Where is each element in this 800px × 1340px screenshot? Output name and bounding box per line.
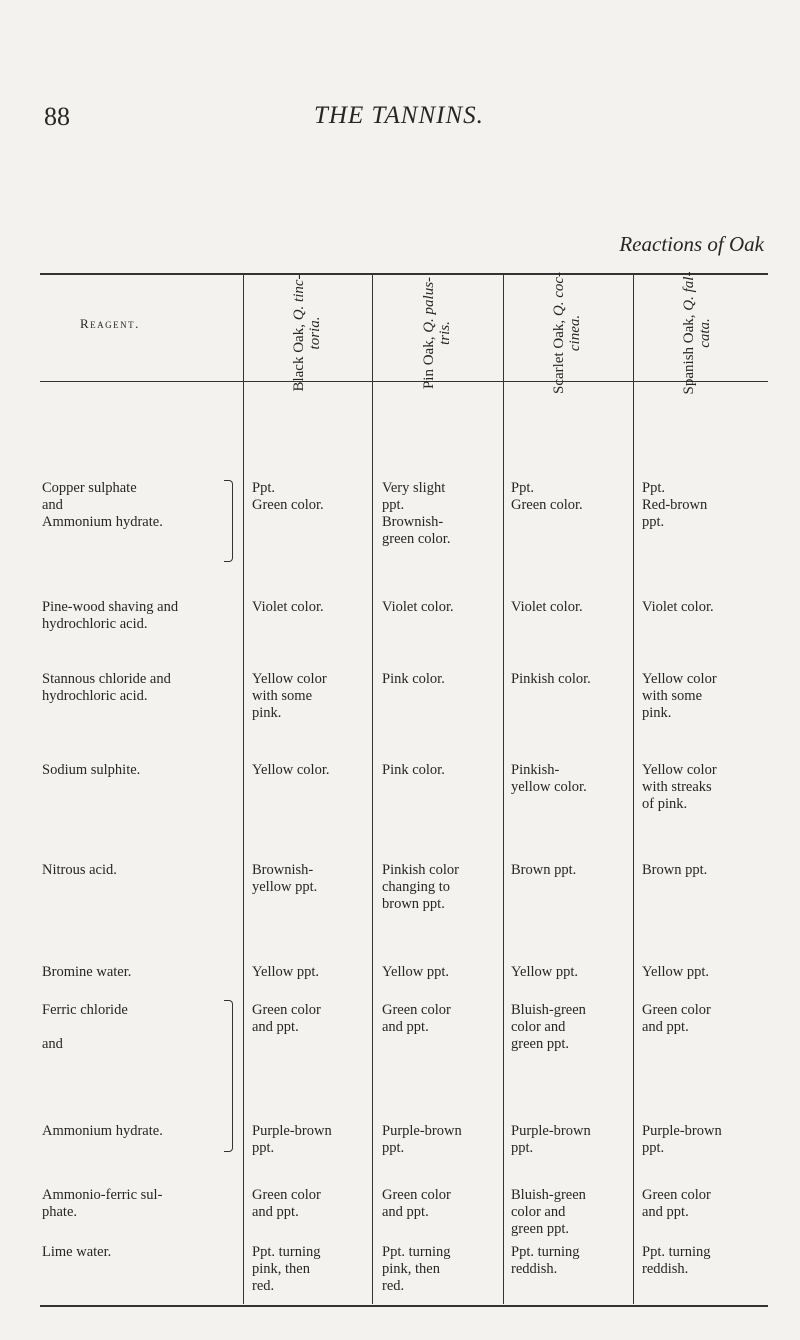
- scarlet-oak-cell: Ppt. turning reddish.: [511, 1244, 580, 1277]
- black-oak-cell: Green color and ppt.: [252, 1187, 321, 1220]
- reagent-cell: Stannous chloride and hydrochloric acid.: [42, 671, 171, 704]
- spanish-oak-cell: Purple-brown ppt.: [642, 1123, 722, 1156]
- reagent-column-header: Reagent.: [80, 316, 140, 331]
- reagent-cell: Nitrous acid.: [42, 862, 117, 878]
- pin-oak-cell: Very slight ppt. Brownish- green color.: [382, 480, 451, 547]
- pin-oak-cell: Violet color.: [382, 599, 454, 615]
- reagent-cell: Sodium sulphite.: [42, 762, 141, 778]
- pin-oak-cell: Ppt. turning pink, then red.: [382, 1244, 451, 1294]
- table-header-rule: [40, 381, 768, 382]
- reagent-cell: Lime water.: [42, 1244, 112, 1260]
- scarlet-oak-cell: Ppt. Green color.: [511, 480, 583, 513]
- scarlet-oak-cell: Pinkish- yellow color.: [511, 762, 587, 795]
- table-bottom-rule: [40, 1305, 768, 1307]
- column-divider: [243, 274, 244, 1304]
- column-divider: [503, 274, 504, 1304]
- pin-oak-cell: Yellow ppt.: [382, 964, 450, 980]
- scarlet-oak-cell: Bluish-green color and green ppt.: [511, 1002, 586, 1052]
- pin-oak-cell: Pink color.: [382, 762, 445, 778]
- column-divider: [633, 274, 634, 1304]
- scarlet-oak-cell: Yellow ppt.: [511, 964, 579, 980]
- scarlet-oak-cell: Purple-brown ppt.: [511, 1123, 591, 1156]
- column-header-spanish-oak: Spanish Oak, Q. fal- cata.: [681, 271, 713, 394]
- table-top-rule: [40, 273, 768, 275]
- black-oak-cell: Green color and ppt.: [252, 1002, 321, 1035]
- spanish-oak-cell: Green color and ppt.: [642, 1187, 711, 1220]
- spanish-oak-cell: Ppt. Red-brown ppt.: [642, 480, 708, 530]
- black-oak-cell: Ppt. turning pink, then red.: [252, 1244, 321, 1294]
- black-oak-cell: Yellow ppt.: [252, 964, 320, 980]
- reagent-cell: Ferric chloride and: [42, 1002, 128, 1052]
- running-title: THE TANNINS.: [314, 102, 484, 129]
- spanish-oak-cell: Yellow color with streaks of pink.: [642, 762, 717, 812]
- black-oak-cell: Brownish- yellow ppt.: [252, 862, 318, 895]
- page-header: [44, 102, 744, 132]
- column-header-pin-oak: Pin Oak, Q. palus- tris.: [421, 276, 453, 389]
- black-oak-cell: Purple-brown ppt.: [252, 1123, 332, 1156]
- reagent-cell: Copper sulphate and Ammonium hydrate.: [42, 480, 163, 530]
- black-oak-cell: Violet color.: [252, 599, 324, 615]
- page-number: 88: [44, 102, 70, 131]
- reagent-cell: Ammonio-ferric sul- phate.: [42, 1187, 163, 1220]
- column-header-black-oak: Black Oak, Q. tinc- toria.: [291, 273, 323, 392]
- spanish-oak-cell: Yellow ppt.: [642, 964, 710, 980]
- black-oak-cell: Ppt. Green color.: [252, 480, 324, 513]
- black-oak-cell: Yellow color.: [252, 762, 330, 778]
- pin-oak-cell: Purple-brown ppt.: [382, 1123, 462, 1156]
- reagent-cell: Ammonium hydrate.: [42, 1123, 163, 1139]
- reagent-cell: Pine-wood shaving and hydrochloric acid.: [42, 599, 179, 632]
- scarlet-oak-cell: Brown ppt.: [511, 862, 577, 878]
- section-title: Reactions of Oak: [619, 232, 764, 256]
- spanish-oak-cell: Ppt. turning reddish.: [642, 1244, 711, 1277]
- reagent-cell: Bromine water.: [42, 964, 132, 980]
- pin-oak-cell: Pinkish color changing to brown ppt.: [382, 862, 459, 912]
- pin-oak-cell: Green color and ppt.: [382, 1187, 451, 1220]
- pin-oak-cell: Pink color.: [382, 671, 445, 687]
- column-divider: [372, 274, 373, 1304]
- scarlet-oak-cell: Pinkish color.: [511, 671, 591, 687]
- scarlet-oak-cell: Violet color.: [511, 599, 583, 615]
- spanish-oak-cell: Brown ppt.: [642, 862, 708, 878]
- spanish-oak-cell: Violet color.: [642, 599, 714, 615]
- column-header-scarlet-oak: Scarlet Oak, Q. coc- cinea.: [551, 271, 583, 394]
- spanish-oak-cell: Green color and ppt.: [642, 1002, 711, 1035]
- spanish-oak-cell: Yellow color with some pink.: [642, 671, 717, 721]
- pin-oak-cell: Green color and ppt.: [382, 1002, 451, 1035]
- black-oak-cell: Yellow color with some pink.: [252, 671, 327, 721]
- scarlet-oak-cell: Bluish-green color and green ppt.: [511, 1187, 586, 1237]
